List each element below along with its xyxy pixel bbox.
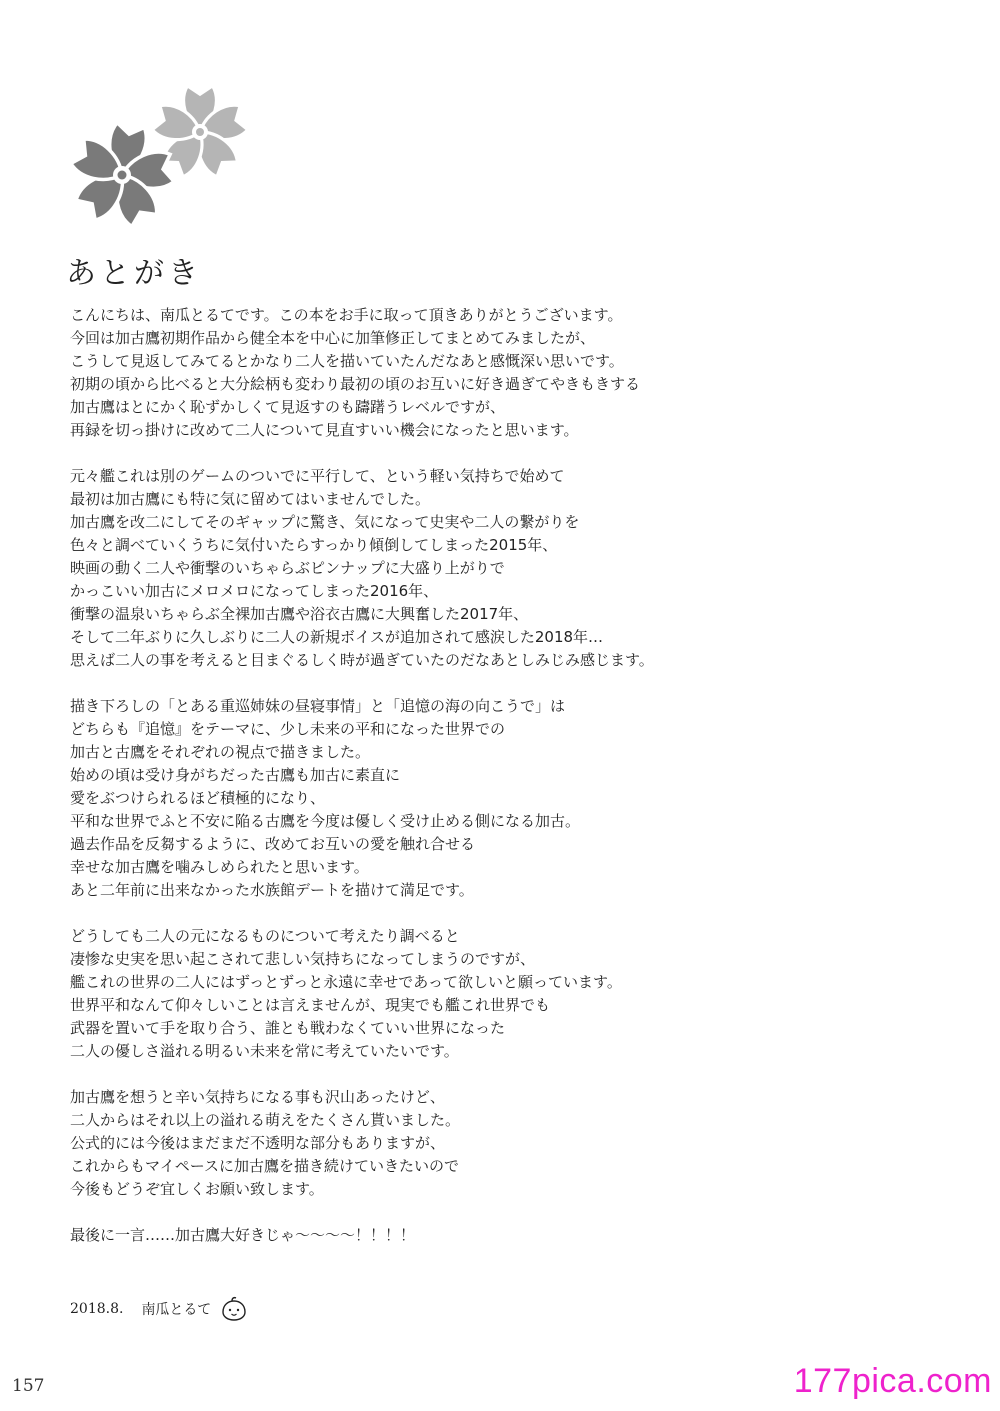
text-line: これからもマイペースに加古鷹を描き続けていきたいので — [70, 1157, 459, 1175]
sakura-flower-dark-icon — [69, 122, 175, 228]
paragraph-4 — [70, 925, 950, 1063]
text-line: こうして見返してみてるとかなり二人を描いていたんだなあと感慨深い思いです。 — [70, 352, 624, 370]
text-line: 艦これの世界の二人にはずっとずっと永遠に幸せであって欲しいと願っています。 — [70, 973, 622, 991]
text-line: 加古鷹を改二にしてそのギャップに驚き、気になって史実や二人の繋がりを — [70, 513, 580, 531]
text-line: 平和な世界でふと不安に陥る古鷹を今度は優しく受け止める側になる加古。 — [70, 812, 581, 830]
text-line: 愛をぶつけられるほど積極的になり、 — [70, 789, 326, 807]
text-line: 再録を切っ掛けに改めて二人について見直すいい機会になったと思います。 — [70, 421, 579, 439]
text-line: 色々と調べていくうちに気付いたらすっかり傾倒してしまった2015年、 — [70, 536, 558, 554]
text-line: 世界平和なんて仰々しいことは言えませんが、現実でも艦これ世界でも — [70, 996, 551, 1014]
signature-author: 南瓜とるて — [141, 1302, 212, 1318]
text-line: かっこいい加古にメロメロになってしまった2016年、 — [70, 582, 439, 600]
signature-date: 2018.8. — [70, 1301, 124, 1317]
text-line: 最初は加古鷹にも特に気に留めてはいませんでした。 — [70, 490, 431, 508]
paragraph-6 — [70, 1224, 950, 1247]
text-line: 元々艦これは別のゲームのついでに平行して、という軽い気持ちで始めて — [70, 467, 565, 485]
page-number: 157 — [12, 1376, 45, 1396]
text-line: 加古と古鷹をそれぞれの視点で描きました。 — [70, 743, 371, 761]
text-line: 加古鷹を想うと辛い気持ちになる事も沢山あったけど、 — [70, 1088, 445, 1106]
afterword-body — [70, 304, 950, 1282]
text-line: 二人の優しさ溢れる明るい未来を常に考えていたいです。 — [70, 1042, 459, 1060]
text-line: 始めの頃は受け身がちだった古鷹も加古に素直に — [70, 766, 401, 784]
text-line: 思えば二人の事を考えると目まぐるしく時が過ぎていたのだなあとしみじみ感じます。 — [70, 651, 654, 669]
text-line: 武器を置いて手を取り合う、誰とも戦わなくていい世界になった — [70, 1019, 506, 1037]
text-line: こんにちは、南瓜とるてです。この本をお手に取って頂きありがとうございます。 — [70, 306, 623, 324]
paragraph-3 — [70, 695, 950, 902]
sakura-flowers-decoration — [60, 70, 280, 240]
text-line: どちらも『追憶』をテーマに、少し未来の平和になった世界での — [70, 720, 506, 738]
text-line: 描き下ろしの「とある重巡姉妹の昼寝事情」と「追憶の海の向こうで」は — [70, 697, 566, 715]
text-line: 今回は加古鷹初期作品から健全本を中心に加筆修正してまとめてみましたが、 — [70, 329, 596, 347]
paragraph-1 — [70, 304, 950, 442]
watermark: 177pica.com — [793, 1362, 992, 1400]
text-line: あと二年前に出来なかった水族館デートを描けて満足です。 — [70, 881, 474, 899]
paragraph-2 — [70, 465, 950, 672]
text-line: 過去作品を反芻するように、改めてお互いの愛を触れ合せる — [70, 835, 476, 853]
text-line: そして二年ぶりに久しぶりに二人の新規ボイスが追加されて感涙した2018年… — [70, 628, 604, 646]
text-line: 幸せな加古鷹を噛みしめられたと思います。 — [70, 858, 369, 876]
text-line: 公式的には今後はまだまだ不透明な部分もありますが、 — [70, 1134, 446, 1152]
text-line: 加古鷹はとにかく恥ずかしくて見返すのも躊躇うレベルですが、 — [70, 398, 506, 416]
smiley-face-icon — [219, 1296, 249, 1322]
page-title: あとがき — [66, 256, 202, 291]
paragraph-5 — [70, 1086, 950, 1201]
text-line: 最後に一言……加古鷹大好きじゃ～～～～！！！！ — [70, 1226, 416, 1244]
text-line: 二人からはそれ以上の溢れる萌えをたくさん貰いました。 — [70, 1111, 461, 1129]
text-line: 映画の動く二人や衝撃のいちゃらぶピンナップに大盛り上がりで — [70, 559, 505, 577]
text-line: 衝撃の温泉いちゃらぶ全裸加古鷹や浴衣古鷹に大興奮した2017年、 — [70, 605, 529, 623]
text-line: 今後もどうぞ宜しくお願い致します。 — [70, 1180, 324, 1198]
text-line: どうしても二人の元になるものについて考えたり調べると — [70, 927, 460, 945]
signature — [70, 1296, 249, 1322]
text-line: 凄惨な史実を思い起こされて悲しい気持ちになってしまうのですが、 — [70, 950, 536, 968]
text-line: 初期の頃から比べると大分絵柄も変わり最初の頃のお互いに好き過ぎてやきもきする — [70, 375, 641, 393]
